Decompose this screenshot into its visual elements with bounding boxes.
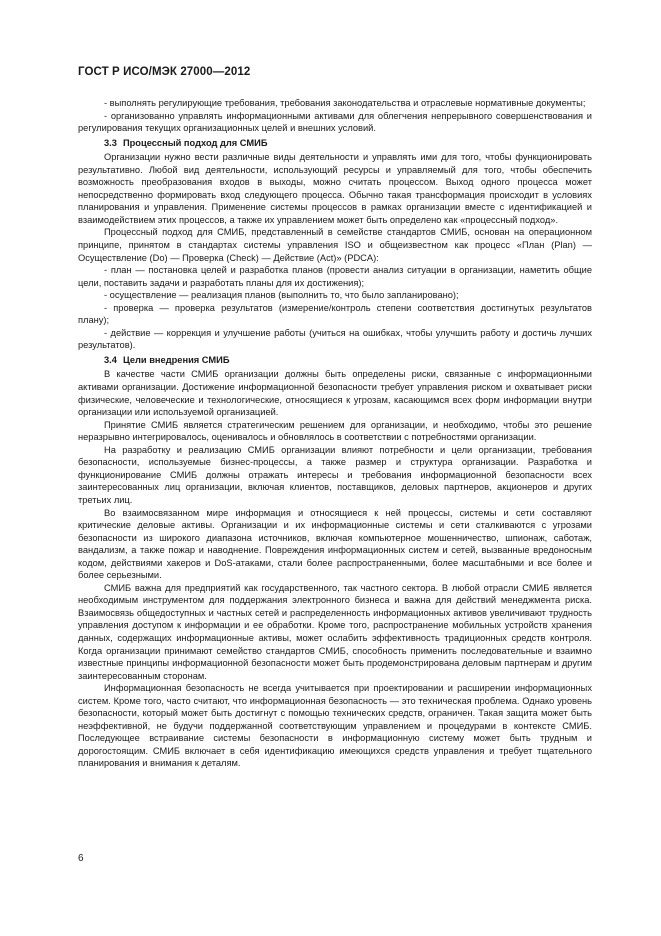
paragraph: Принятие СМИБ является стратегическим решением для организации, и необходимо, чтобы это решение неразрывно интегрировалось, оценивалось и обновлялось в соответствии с потребностями организации. <box>78 419 592 443</box>
paragraph: - организованно управлять информационными активами для облегчения непрерывного совершенствования и регулирования текущих организационных целей и внешних условий. <box>78 110 592 134</box>
paragraph: Процессный подход для СМИБ, представленный в семействе стандартов СМИБ, основан на операционном принципе, принятом в стандартах системы управления ISO и общеизвестном как процесс «План (Plan) — Осуществление (Do) — Проверка (Check) — Действие (Act)» (PDCA): <box>78 227 592 263</box>
section-number: 3.4 <box>104 354 117 365</box>
section-title: Цели внедрения СМИБ <box>122 354 230 365</box>
paragraph: - осуществление — реализация планов (выполнить то, что было запланировано); <box>104 290 459 301</box>
paragraph: СМИБ важна для предприятий как государственного, так частного сектора. В любой отрасли СМИБ является необходимым инструментом для поддержания электронного бизнеса и важна для действий менеджмента риска. Взаимосвязь общедоступных и частных сетей и распределенность информационных активов увеличивают трудность управления доступом к информации и ее обработки. Кроме того, распространение мобильных устройств хранения данных, содержащих информационные активы, может ослабить эффективность традиционных средств контроля. Когда организации принимают семейство стандартов СМИБ, способность применить последовательные и взаимно известные принципы информационной безопасности может быть продемонстрирована деловым партнерам и другим заинтересованным сторонам. <box>78 582 592 681</box>
paragraph: - действие — коррекция и улучшение работы (учиться на ошибках, чтобы улучшить работу и достичь лучших результатов). <box>78 327 592 351</box>
section-title: Процессный подход для СМИБ <box>122 137 268 148</box>
paragraph: - выполнять регулирующие требования, требования законодательства и отраслевые нормативные документы; <box>104 98 586 108</box>
section-number: 3.3 <box>104 137 117 148</box>
document-body <box>78 97 592 770</box>
paragraph: - проверка — проверка результатов (измерение/контроль степени соответствия достигнутых результатов плану); <box>78 302 592 326</box>
paragraph: Во взаимосвязанном мире информация и относящиеся к ней процессы, системы и сети составляют критические деловые активы. Организации и их информационные системы и сети сталкиваются с угрозами безопасности из широкого диапазона источников, включая компьютерное мошенничество, шпионаж, саботаж, вандализм, а также пожар и наводнение. Повреждения информационных систем и сетей, вызванные вредоносным кодом, действиями хакеров и DoS-атаками, стали более распространенными, более масштабными и все более и более серьезными. <box>78 507 592 581</box>
paragraph: Организации нужно вести различные виды деятельности и управлять ими для того, чтобы функционировать результативно. Любой вид деятельности, использующий ресурсы и управляемый для того, чтобы обеспечить возможность преобразования входов в выходы, можно считать процессом. Выход одного процесса может непосредственно формировать вход следующего процесса. Обычно такая трансформация происходит в условиях планирования и управления. Применение системы процессов в рамках организации вместе с идентификацией и взаимодействием этих процессов, а также их управлением может быть определено как «процессный подход». <box>78 152 592 225</box>
paragraph: На разработку и реализацию СМИБ организации влияют потребности и цели организации, требования безопасности, используемые бизнес-процессы, а также размер и структура организации. Разработка и функционирование СМИБ должны отражать интересы и требования информационной безопасности всех заинтересованных лиц организации, включая клиентов, поставщиков, деловых партнеров, акционеров и других третьих лиц. <box>78 444 592 505</box>
paragraph: - план — постановка целей и разработка планов (провести анализ ситуации в организации, наметить общие цели, поставить задачи и разработать планы для их достижения); <box>78 265 592 288</box>
page-number: 6 <box>78 853 84 864</box>
section-heading <box>78 354 592 367</box>
document-header: ГОСТ Р ИСО/МЭК 27000—2012 <box>78 66 251 78</box>
paragraph: В качестве части СМИБ организации должны быть определены риски, связанные с информационными активами организации. Достижение информационной безопасности требует управления риском и охватывает риски физические, человеческие и технологические, относящиеся к угрозам, касающимся всех форм информации внутри организации или используемой организацией. <box>78 369 592 418</box>
paragraph: Информационная безопасность не всегда учитывается при проектировании и расширении информационных систем. Кроме того, часто считают, что информационная безопасность — это техническая проблема. Однако уровень безопасности, который может быть достигнут с помощью технических средств, ограничен. Такая защита может быть неэффективной, не будучи поддержанной соответствующим управлением и процедурами в контексте СМИБ. Последующее встраивание системы безопасности в информационную систему может быть трудным и дорогостоящим. СМИБ включает в себя идентификацию имеющихся средств управления и требует тщательного планирования и внимания к деталям. <box>78 683 592 769</box>
section-heading <box>78 137 592 150</box>
